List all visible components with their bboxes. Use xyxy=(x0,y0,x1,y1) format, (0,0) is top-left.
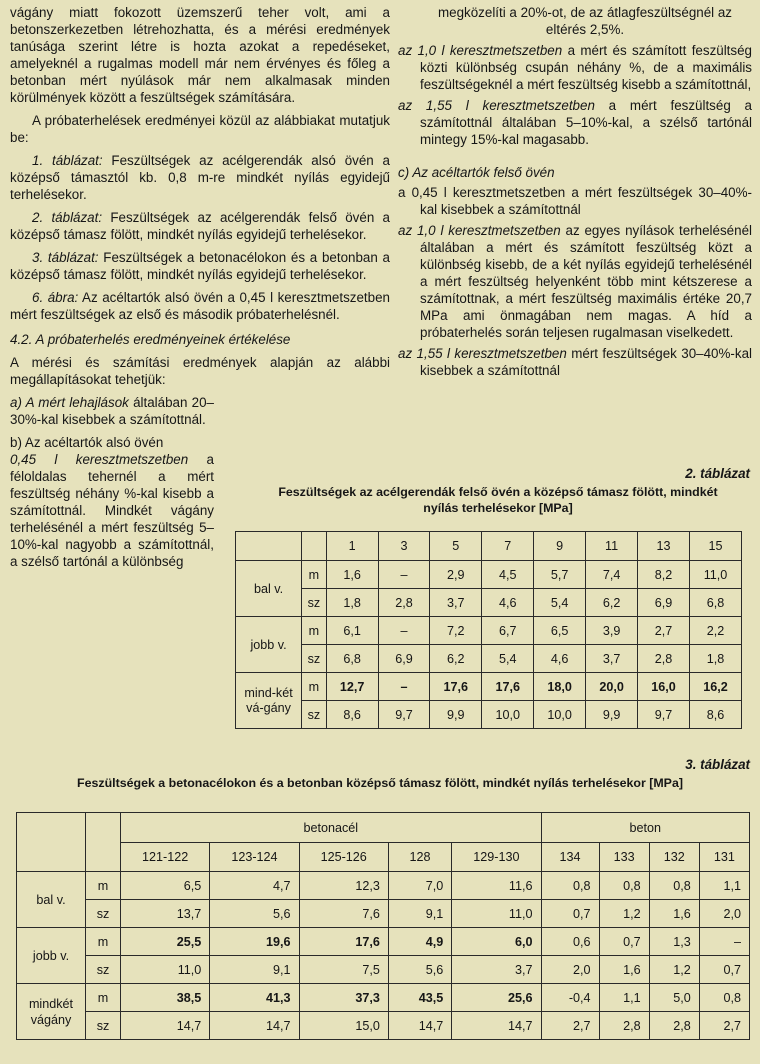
column-header: 134 xyxy=(541,843,599,872)
table-cell: 5,4 xyxy=(482,645,534,673)
table-cell: 0,7 xyxy=(599,928,649,956)
column-header: 9 xyxy=(534,532,586,561)
table-row xyxy=(17,900,750,928)
table-cell: 6,8 xyxy=(689,589,741,617)
row-key: sz xyxy=(302,645,327,673)
table-corner xyxy=(236,532,302,561)
table-cell: 1,3 xyxy=(649,928,699,956)
table-cell: 9,7 xyxy=(378,701,430,729)
r2-label: az 1,0 l keresztmetszetben xyxy=(398,43,563,58)
table-cell: 2,2 xyxy=(689,617,741,645)
c2-label: az 1,0 l keresztmetszetben xyxy=(398,223,561,238)
table-row xyxy=(17,956,750,984)
table-cell: 10,0 xyxy=(534,701,586,729)
table-cell: 1,8 xyxy=(326,589,378,617)
table-cell: 2,0 xyxy=(699,900,749,928)
table-cell: 11,0 xyxy=(689,561,741,589)
table-row xyxy=(236,617,742,645)
table-row xyxy=(236,673,742,701)
table-cell: 0,7 xyxy=(699,956,749,984)
r3-text: a mért feszültség a számítottnál általában 5–10%-kal, a szélső tartónál mintegy 15%-kal magasabb. xyxy=(420,98,752,147)
table-row xyxy=(17,1012,750,1040)
table-cell: 6,7 xyxy=(482,617,534,645)
table-cell: 3,7 xyxy=(452,956,541,984)
column-header: 5 xyxy=(430,532,482,561)
column-header: 128 xyxy=(388,843,451,872)
c3-label: az 1,55 l keresztmetszetben xyxy=(398,346,567,361)
row-group-header: bal v. xyxy=(236,561,302,617)
table-cell: 11,0 xyxy=(452,900,541,928)
table-cell: 1,1 xyxy=(599,984,649,1012)
item-a-label: a) A mért lehajlások xyxy=(10,395,129,410)
item-table-2 xyxy=(10,209,390,243)
paragraph-r3 xyxy=(398,97,752,148)
table-cell: 0,8 xyxy=(599,872,649,900)
r3-label: az 1,55 l keresztmetszetben xyxy=(398,98,595,113)
table-cell: 6,9 xyxy=(638,589,690,617)
table-cell: 25,6 xyxy=(452,984,541,1012)
table-cell: 17,6 xyxy=(299,928,388,956)
table-cell: 18,0 xyxy=(534,673,586,701)
table-cell: 0,8 xyxy=(699,984,749,1012)
table-row xyxy=(236,589,742,617)
right-column xyxy=(398,4,752,379)
item-b-sub-label: 0,45 l keresztmetszetben xyxy=(10,452,189,467)
table-2-title: Feszültségek az acélgerendák felső övén a középső támasz fölött, mindkét nyílás terhelésekor [MPa] xyxy=(278,485,718,515)
column-header: 133 xyxy=(599,843,649,872)
table-cell: – xyxy=(378,617,430,645)
table-cell: 9,9 xyxy=(586,701,638,729)
table-cell: 11,0 xyxy=(121,956,210,984)
table-cell: 43,5 xyxy=(388,984,451,1012)
table-cell: 19,6 xyxy=(210,928,299,956)
table-cell: -0,4 xyxy=(541,984,599,1012)
table-row xyxy=(236,561,742,589)
column-header: 3 xyxy=(378,532,430,561)
table-cell: – xyxy=(378,561,430,589)
row-key: m xyxy=(86,872,121,900)
table-cell: 2,0 xyxy=(541,956,599,984)
table-cell: 41,3 xyxy=(210,984,299,1012)
item-a xyxy=(10,394,214,428)
table-cell: 14,7 xyxy=(121,1012,210,1040)
table-cell: 1,6 xyxy=(599,956,649,984)
table-cell: 9,1 xyxy=(210,956,299,984)
table-cell: 6,0 xyxy=(452,928,541,956)
table-cell: 9,1 xyxy=(388,900,451,928)
paragraph-r1: megközelíti a 20%-ot, de az átlagfeszültségnél az eltérés 2,5%. xyxy=(437,5,733,37)
table-cell: 1,2 xyxy=(599,900,649,928)
table-cell: 16,0 xyxy=(638,673,690,701)
table-row xyxy=(236,645,742,673)
table-cell: 6,9 xyxy=(378,645,430,673)
table-2-label: 2. táblázat xyxy=(685,466,750,481)
column-header: 11 xyxy=(586,532,638,561)
table-cell: 1,8 xyxy=(689,645,741,673)
table-cell: 7,5 xyxy=(299,956,388,984)
row-group-header: jobb v. xyxy=(236,617,302,673)
table-corner xyxy=(86,813,121,872)
table-cell: 12,3 xyxy=(299,872,388,900)
table-cell: 16,2 xyxy=(689,673,741,701)
r2-text: a mért és számított feszültség közti különbség csupán néhány %, de a maximális feszültségeknél a mért feszültség kisebb a számítottnál, xyxy=(420,43,752,92)
table-2 xyxy=(235,531,742,729)
section-c-heading: c) Az acéltartók felső övén xyxy=(398,165,555,180)
table-cell: 6,2 xyxy=(430,645,482,673)
table-cell: 2,8 xyxy=(649,1012,699,1040)
table-cell: 14,7 xyxy=(210,1012,299,1040)
table-cell: 38,5 xyxy=(121,984,210,1012)
table-cell: 6,1 xyxy=(326,617,378,645)
table-cell: 5,6 xyxy=(210,900,299,928)
column-header: 7 xyxy=(482,532,534,561)
table-cell: 9,7 xyxy=(638,701,690,729)
table-cell: 3,9 xyxy=(586,617,638,645)
table-cell: 1,6 xyxy=(649,900,699,928)
table-cell: 0,8 xyxy=(649,872,699,900)
table-cell: 37,3 xyxy=(299,984,388,1012)
paragraph-c1: a 0,45 l keresztmetszetben a mért feszültségek 30–40%-kal kisebbek a számítottnál xyxy=(398,185,752,217)
column-group-header: beton xyxy=(541,813,750,843)
c3-text: mért feszültségek 30–40%-kal kisebbek a számítottnál xyxy=(420,346,752,378)
table-cell: – xyxy=(378,673,430,701)
row-key: m xyxy=(302,673,327,701)
row-key: m xyxy=(302,617,327,645)
table-cell: 9,9 xyxy=(430,701,482,729)
table-cell: 8,6 xyxy=(689,701,741,729)
item-label: 1. táblázat: xyxy=(32,153,103,168)
paragraph-2: A próbaterhelések eredményei közül az alábbiakat mutatjuk be: xyxy=(10,113,390,145)
table-row xyxy=(17,984,750,1012)
paragraph-3: A mérési és számítási eredmények alapján az alábbi megállapításokat tehetjük: xyxy=(10,355,390,387)
item-text: Feszültségek az acélgerendák alsó övén a középső támasztól kb. 0,8 m-re mindkét nyílás egyidejű terhelésekor. xyxy=(10,153,390,202)
row-group-header: jobb v. xyxy=(17,928,86,984)
table-cell: 17,6 xyxy=(482,673,534,701)
table-cell: 25,5 xyxy=(121,928,210,956)
item-table-3 xyxy=(10,249,390,283)
table-cell: 5,4 xyxy=(534,589,586,617)
item-label: 3. táblázat: xyxy=(32,250,99,265)
row-key: sz xyxy=(302,589,327,617)
table-3-title: Feszültségek a betonacélokon és a betonban középső támasz fölött, mindkét nyílás terhelésekor [MPa] xyxy=(77,776,683,790)
table-cell: 6,5 xyxy=(121,872,210,900)
table-cell: 2,7 xyxy=(699,1012,749,1040)
table-cell: 10,0 xyxy=(482,701,534,729)
table-cell: 5,0 xyxy=(649,984,699,1012)
row-key: sz xyxy=(86,900,121,928)
paragraph-r2 xyxy=(398,42,752,93)
c2-text: az egyes nyílások terhelésénél általában a mért és számított feszültség közt a különbség kisebb, de a két nyílás egyidejű terhelésénél a mért feszültség helyenként több mint kétszerese a számítottnak, a mért feszültség maximális értéke 20,7 MPa ami önmagában nem magas. A híd a próbaterhelés során teljesen rugalmasan viselkedett. xyxy=(420,223,752,340)
item-text: Feszültségek a betonacélokon és a betonban a középső támasz fölött, mindkét nyílás egyidejű terhelésekor. xyxy=(10,250,390,282)
table-cell: 14,7 xyxy=(388,1012,451,1040)
table-cell: 2,8 xyxy=(378,589,430,617)
table-cell: 0,8 xyxy=(541,872,599,900)
table-cell: 13,7 xyxy=(121,900,210,928)
table-corner xyxy=(302,532,327,561)
table-cell: 3,7 xyxy=(430,589,482,617)
item-label: 6. ábra: xyxy=(32,290,79,305)
table-cell: 8,2 xyxy=(638,561,690,589)
table-cell: 2,8 xyxy=(638,645,690,673)
table-cell: 11,6 xyxy=(452,872,541,900)
table-cell: 5,6 xyxy=(388,956,451,984)
row-key: m xyxy=(86,984,121,1012)
column-header: 123-124 xyxy=(210,843,299,872)
column-header: 125-126 xyxy=(299,843,388,872)
table-row xyxy=(17,928,750,956)
item-text: Feszültségek az acélgerendák felső övén a középső támasz fölött, mindkét nyílás egyidejű terhelésekor. xyxy=(10,210,390,242)
section-heading: 4.2. A próbaterhelés eredményeinek értékelése xyxy=(10,332,291,347)
item-b: b) Az acéltartók alsó övén xyxy=(10,435,164,450)
table-cell: 7,6 xyxy=(299,900,388,928)
table-cell: 2,9 xyxy=(430,561,482,589)
item-figure-6 xyxy=(10,289,390,323)
column-header: 131 xyxy=(699,843,749,872)
table-cell: 20,0 xyxy=(586,673,638,701)
column-header: 15 xyxy=(689,532,741,561)
table-cell: 7,4 xyxy=(586,561,638,589)
paragraph-c3 xyxy=(398,345,752,379)
table-3 xyxy=(16,812,750,1040)
table-cell: 1,2 xyxy=(649,956,699,984)
column-header: 13 xyxy=(638,532,690,561)
column-header: 121-122 xyxy=(121,843,210,872)
table-corner xyxy=(17,813,86,872)
item-a-text: általában 20–30%-kal kisebbek a számítottnál. xyxy=(10,395,215,427)
table-cell: 7,2 xyxy=(430,617,482,645)
table-cell: 2,7 xyxy=(541,1012,599,1040)
table-row xyxy=(236,701,742,729)
paragraph-1: vágány miatt fokozott üzemszerű teher volt, ami a betonszerkezetben létrehozhatta, és a mérési eredmények tanúsága szerint létre is hozta azokat a repedéseket, amelyeknél a rugalmas modell már nem érvényes és főleg a betonban mért nyúlások már nem alkalmasak minden körülmények között a feszültségek számítására. xyxy=(10,5,390,105)
table-3-label: 3. táblázat xyxy=(685,757,750,772)
table-cell: 12,7 xyxy=(326,673,378,701)
table-cell: 0,7 xyxy=(541,900,599,928)
item-text: Az acéltartók alsó övén a 0,45 l keresztmetszetben mért feszültségek az első és második próbaterhelésnél. xyxy=(10,290,390,322)
column-header: 132 xyxy=(649,843,699,872)
row-key: sz xyxy=(86,1012,121,1040)
row-group-header: bal v. xyxy=(17,872,86,928)
table-cell: 6,8 xyxy=(326,645,378,673)
table-cell: 17,6 xyxy=(430,673,482,701)
table-cell: 4,7 xyxy=(210,872,299,900)
table-cell: 5,7 xyxy=(534,561,586,589)
table-row xyxy=(17,872,750,900)
table-cell: – xyxy=(699,928,749,956)
table-cell: 0,6 xyxy=(541,928,599,956)
column-group-header: betonacél xyxy=(121,813,542,843)
table-cell: 2,8 xyxy=(599,1012,649,1040)
column-header: 129-130 xyxy=(452,843,541,872)
paragraph-c2 xyxy=(398,222,752,341)
row-key: sz xyxy=(302,701,327,729)
table-cell: 7,0 xyxy=(388,872,451,900)
table-cell: 6,5 xyxy=(534,617,586,645)
table-cell: 8,6 xyxy=(326,701,378,729)
table-cell: 15,0 xyxy=(299,1012,388,1040)
row-group-header: mindkét vágány xyxy=(17,984,86,1040)
row-key: sz xyxy=(86,956,121,984)
item-b-sub-text: a féloldalas tehernél a mért feszültség néhány %-kal kisebb a számítottnál. Mindkét vágány terhelésénél a mért feszültség 5–10%-kal nagyobb a számítottnál, a szélső tartónál a különbség xyxy=(10,452,214,569)
item-label: 2. táblázat: xyxy=(32,210,103,225)
item-b-sub xyxy=(10,451,214,570)
row-key: m xyxy=(302,561,327,589)
table-cell: 14,7 xyxy=(452,1012,541,1040)
table-cell: 4,6 xyxy=(482,589,534,617)
table-cell: 2,7 xyxy=(638,617,690,645)
table-cell: 1,1 xyxy=(699,872,749,900)
table-cell: 4,6 xyxy=(534,645,586,673)
row-key: m xyxy=(86,928,121,956)
table-cell: 4,5 xyxy=(482,561,534,589)
column-header: 1 xyxy=(326,532,378,561)
table-cell: 4,9 xyxy=(388,928,451,956)
item-table-1 xyxy=(10,152,390,203)
row-group-header: mind-két vá-gány xyxy=(236,673,302,729)
table-cell: 1,6 xyxy=(326,561,378,589)
table-cell: 6,2 xyxy=(586,589,638,617)
table-cell: 3,7 xyxy=(586,645,638,673)
